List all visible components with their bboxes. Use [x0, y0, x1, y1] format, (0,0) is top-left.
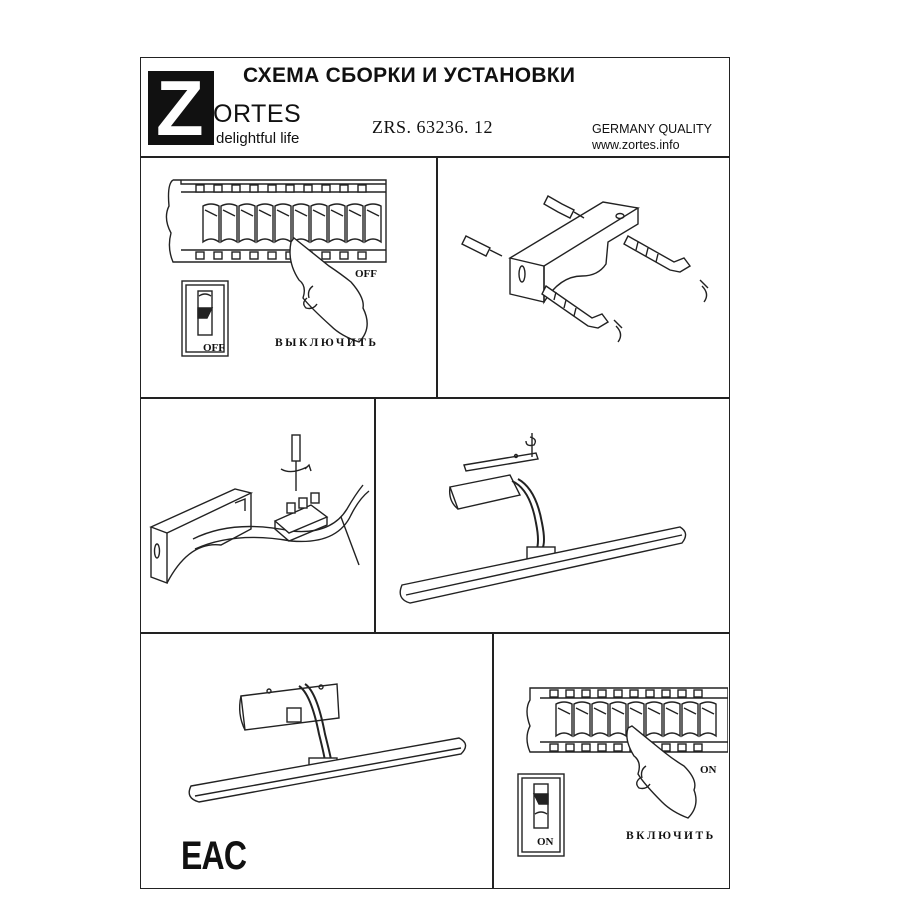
breaker-state-label: ON — [537, 836, 554, 848]
screwdriver-icon — [281, 435, 311, 491]
breaker-panel-illustration — [166, 180, 386, 262]
step-2-mount-bracket — [438, 158, 728, 397]
switch-state-label: OFF — [355, 268, 377, 280]
step-instruction: ВЫКЛЮЧИТЬ — [275, 337, 379, 349]
step-1-power-off — [141, 158, 436, 397]
step-5-mounted-lamp — [141, 634, 492, 889]
quality-block — [592, 121, 712, 153]
model-number: ZRS. 63236. 12 — [372, 117, 494, 137]
quality-text: GERMANY QUALITY — [592, 122, 712, 136]
step-3-connect-wires — [141, 399, 374, 632]
website-text: www.zortes.info — [592, 138, 680, 152]
mounting-plate-illustration — [464, 453, 538, 471]
lamp-body-illustration — [400, 475, 685, 603]
brand-tagline: delightful life — [216, 130, 300, 147]
hand-pointer-illustration — [627, 726, 696, 818]
terminal-block-illustration — [275, 493, 327, 541]
rotation-arrow-icon — [614, 280, 708, 342]
step-instruction: ВКЛЮЧИТЬ — [626, 830, 716, 842]
brand-letter: Z — [156, 71, 204, 145]
step-4-attach-lamp — [376, 399, 728, 632]
brand-logo — [148, 71, 214, 145]
page-title: СХЕМА СБОРКИ И УСТАНОВКИ — [243, 64, 576, 87]
brand-name: ORTES — [213, 100, 302, 128]
lamp-illustration — [189, 684, 465, 802]
step-6-power-on — [494, 634, 728, 889]
switch-state-label: ON — [700, 764, 717, 776]
eac-certification-mark: EAC — [181, 834, 247, 878]
breaker-state-label: OFF — [203, 342, 225, 354]
wall-bracket-illustration — [510, 202, 638, 302]
